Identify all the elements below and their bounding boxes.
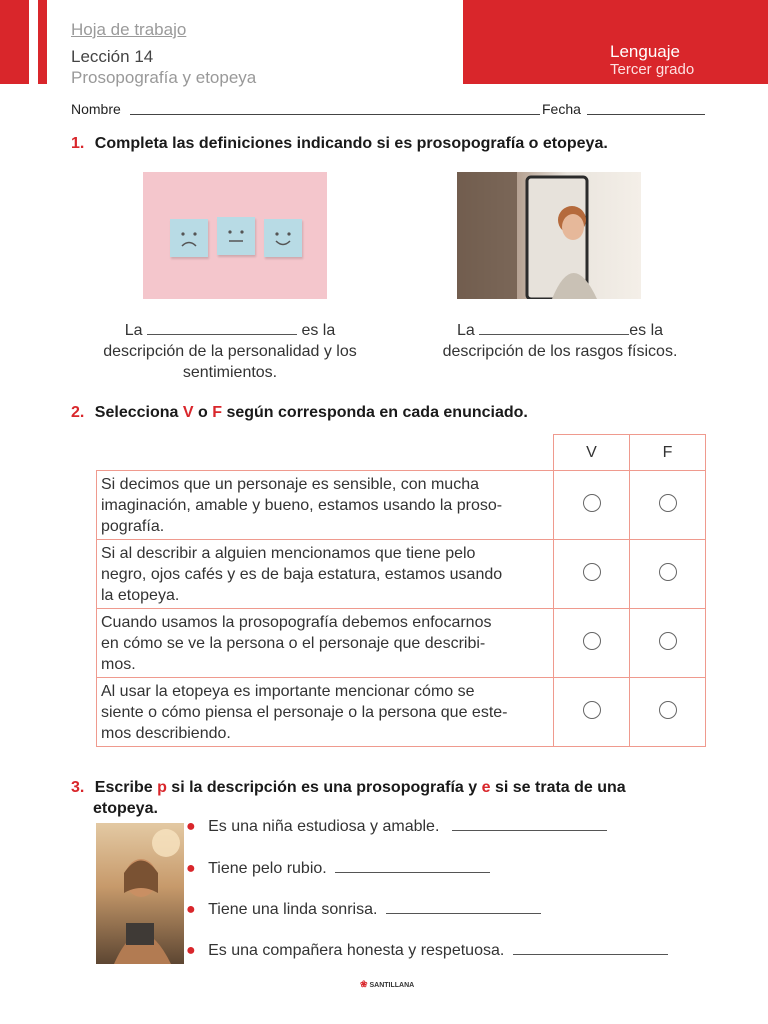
- list-item: ● Tiene pelo rubio.: [186, 860, 490, 878]
- statement: Si decimos que un personaje es sensible, con mucha imaginación, amable y bueno, estamos usando la proso- pografía.: [97, 471, 554, 540]
- grade-label: Tercer grado: [610, 61, 695, 78]
- topic-title: Prosopografía y etopeya: [71, 68, 257, 87]
- true-false-table: [96, 434, 706, 747]
- name-label: Nombre: [71, 101, 121, 117]
- column-f: F: [630, 435, 706, 471]
- header-accent-bar: [0, 0, 29, 84]
- table-row: [97, 471, 706, 540]
- subject-label: Lenguaje: [610, 42, 680, 61]
- statement: Si al describir a alguien mencionamos que tiene pelo negro, ojos cafés y es de baja estatura, estamos usando la etopeya.: [97, 540, 554, 609]
- question-3: 3. Escribe p si la descripción es una prosopografía y e si se trata de una etopeya.: [71, 779, 626, 817]
- option-v-radio[interactable]: [583, 563, 601, 581]
- list-item: ● Es una niña estudiosa y amable.: [186, 818, 607, 836]
- question-number: 2.: [71, 404, 85, 421]
- option-f-radio[interactable]: [659, 701, 677, 719]
- option-f-radio[interactable]: [659, 494, 677, 512]
- list-item: ● Tiene una linda sonrisa.: [186, 901, 541, 919]
- answer-blank[interactable]: [513, 954, 668, 955]
- worksheet-label: Hoja de trabajo: [71, 20, 187, 39]
- option-f-radio[interactable]: [659, 563, 677, 581]
- statement: Cuando usamos la prosopografía debemos enfocarnos en cómo se ve la persona o el personaje que describi- mos.: [97, 609, 554, 678]
- question-2: 2. Selecciona V o F según corresponda en cada enunciado.: [71, 404, 528, 421]
- header-accent-bar-thin: [38, 0, 47, 84]
- option-f-radio[interactable]: [659, 632, 677, 650]
- emotion-notes-image: [143, 172, 327, 299]
- date-label: Fecha: [542, 101, 581, 117]
- publisher-logo: ❀ SANTILLANA: [360, 979, 415, 989]
- girl-smiling-image: [96, 823, 184, 964]
- option-v-radio[interactable]: [583, 494, 601, 512]
- question-text: Completa las definiciones indicando si es prosopografía o etopeya.: [94, 135, 608, 152]
- answer-blank[interactable]: [386, 913, 541, 914]
- date-field[interactable]: [587, 114, 705, 115]
- sad-note: [170, 219, 208, 257]
- table-corner: [97, 435, 554, 471]
- lesson-title: Lección 14: [71, 47, 154, 66]
- definition-right: La es la descripción de los rasgos físicos.: [442, 322, 678, 360]
- definition-left-blank[interactable]: [147, 334, 297, 335]
- table-row: [97, 609, 706, 678]
- question-number: 3.: [71, 779, 85, 796]
- question-1: [71, 135, 608, 153]
- happy-note: [264, 219, 302, 257]
- neutral-note: [217, 217, 255, 255]
- answer-blank[interactable]: [335, 872, 490, 873]
- option-v-radio[interactable]: [583, 701, 601, 719]
- statement: Al usar la etopeya es importante mencionar cómo se siente o cómo piensa el personaje o la persona que este- mos describiendo.: [97, 678, 554, 747]
- list-item: ● Es una compañera honesta y respetuosa.: [186, 942, 668, 960]
- table-row: [97, 540, 706, 609]
- woman-mirror-image: [457, 172, 641, 299]
- definition-right-blank[interactable]: [479, 334, 629, 335]
- option-v-radio[interactable]: [583, 632, 601, 650]
- answer-blank[interactable]: [452, 830, 607, 831]
- column-v: V: [554, 435, 630, 471]
- definition-left: La es la descripción de la personalidad y los sentimientos.: [103, 322, 357, 381]
- table-row: [97, 678, 706, 747]
- name-field[interactable]: [130, 114, 540, 115]
- question-number: 1.: [71, 135, 85, 152]
